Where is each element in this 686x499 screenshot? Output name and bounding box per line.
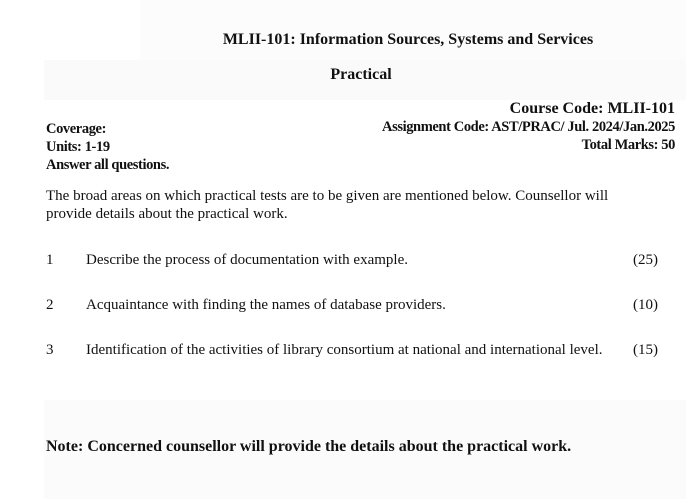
total-marks: Total Marks: 50: [581, 137, 675, 153]
right-meta-block: [382, 100, 675, 154]
coverage-label: Coverage:: [46, 121, 107, 137]
background-tint-top: [140, 0, 686, 60]
left-meta-block: [46, 120, 169, 174]
question-number: 3: [46, 342, 54, 358]
note-text: Note: Concerned counsellor will provide the details about the practical work.: [46, 438, 572, 455]
question-text: Describe the process of documentation with example.: [86, 252, 408, 268]
document-title: MLII-101: Information Sources, Systems and Services: [222, 31, 594, 48]
question-marks: (10): [633, 297, 658, 313]
units-label: Units: 1-19: [46, 139, 110, 155]
question-text: Identification of the activities of library consortium at national and international level.: [86, 342, 603, 358]
question-number: 2: [46, 297, 54, 313]
question-marks: (15): [633, 342, 658, 358]
question-number: 1: [46, 252, 54, 268]
question-marks: (25): [633, 252, 658, 268]
intro-paragraph: The broad areas on which practical tests are to be given are mentioned below. Counsellor will provide details about the practical work.: [46, 188, 609, 222]
question-text: Acquaintance with finding the names of database providers.: [86, 297, 446, 313]
document-subtitle: Practical: [330, 66, 392, 83]
instruction-label: Answer all questions.: [46, 157, 170, 173]
assignment-code: Assignment Code: AST/PRAC/ Jul. 2024/Jan.2025: [382, 119, 675, 135]
course-code: Course Code: MLII-101: [509, 100, 675, 117]
